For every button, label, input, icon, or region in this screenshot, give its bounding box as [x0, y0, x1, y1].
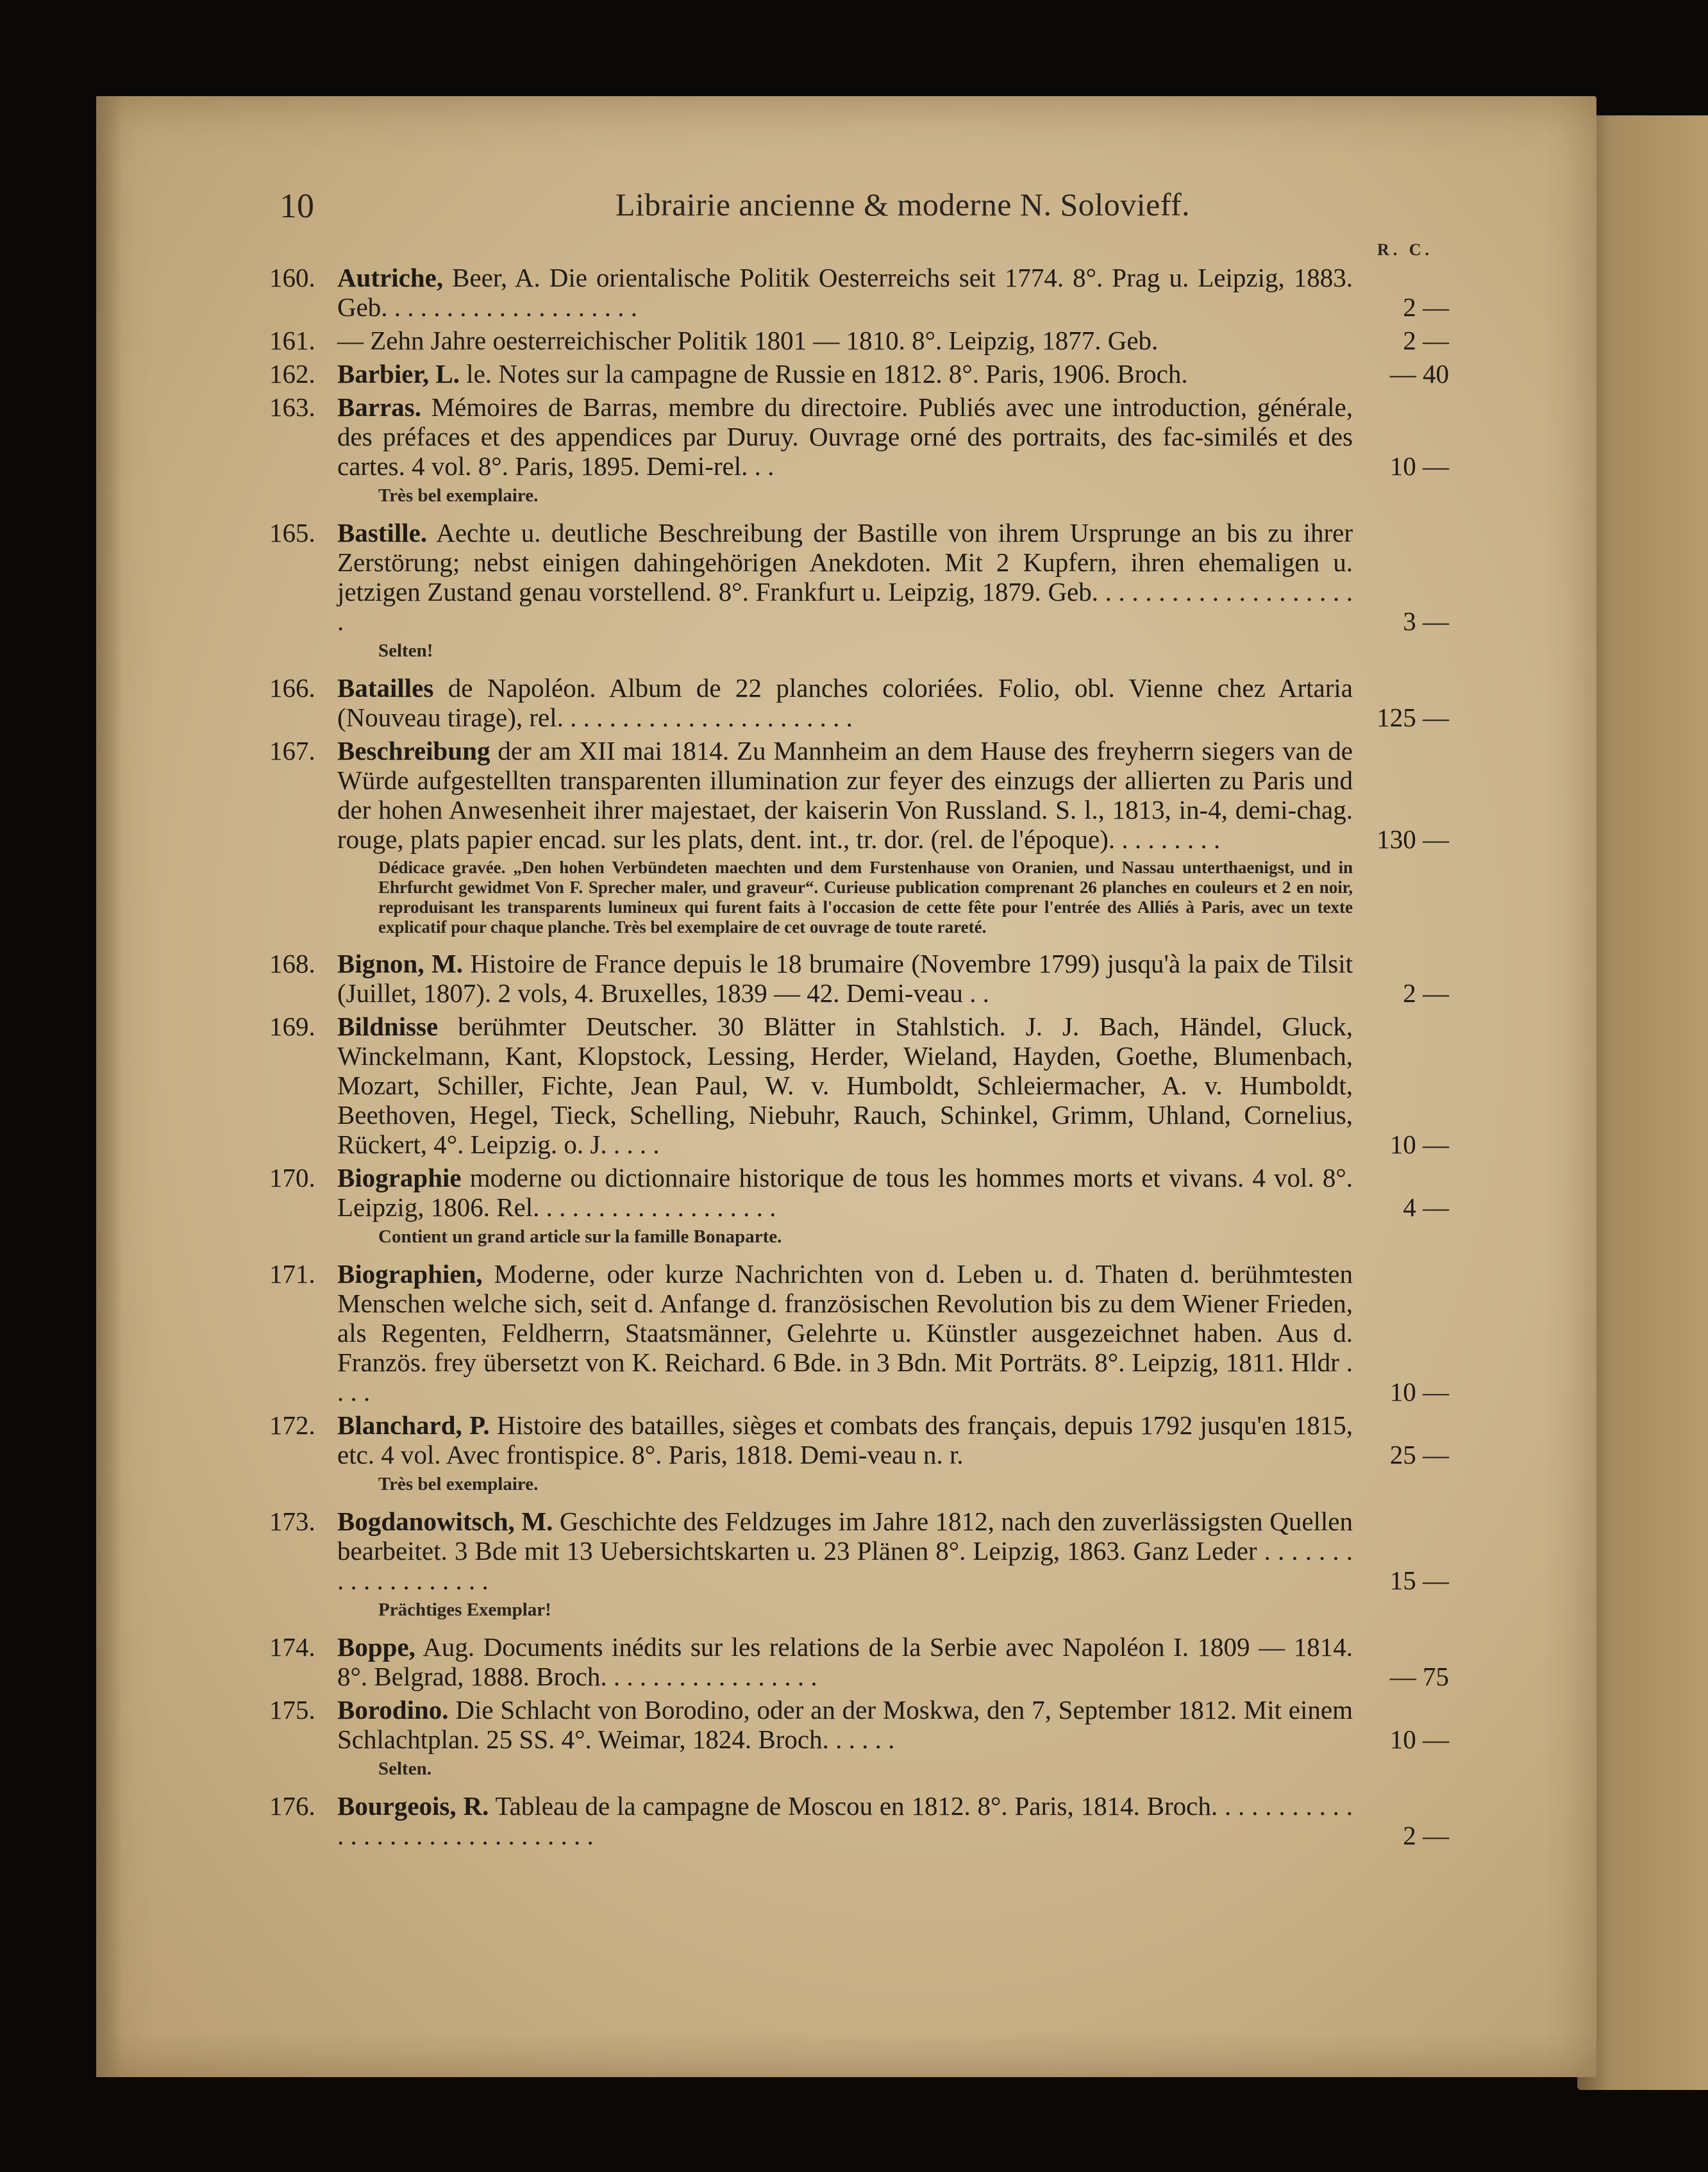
entry-author: Barbier, L. — [337, 359, 460, 388]
entry-price: 2 — — [1403, 978, 1449, 1008]
entry-text: berühmter Deutscher. 30 Blätter in Stahlstich. J. J. Bach, Händel, Gluck, Winckelmann, Kant, Klopstock, Lessing, Herder, Wieland, Hayden, Goethe, Blumenbach, Mozart, Schiller, Fichte, Jean Paul, W. v. Humboldt, Schleiermacher, A. v. Humboldt, Beethoven, Hegel, Tieck, Schelling, Niebuhr, Rauch, Schinkel, Grimm, Uhland, Cornelius, Rückert, 4°. Leipzig. o. J. . . . . — [337, 1012, 1353, 1159]
entry-text: — Zehn Jahre oesterreichischer Politik 1801 — 1810. 8°. Leipzig, 1877. Geb. — [337, 326, 1159, 355]
entry-text: Beer, A. Die orientalische Politik Oesterreichs seit 1774. 8°. Prag u. Leipzig, 1883. Geb. . . . . . . . . . . . . . . . . . . . — [337, 263, 1353, 322]
entry-price: 10 — — [1389, 1130, 1449, 1159]
entry-text: moderne ou dictionnaire historique de tous les hommes morts et vivans. 4 vol. 8°. Leipzig, 1806. Rel. . . . . . . . . . . . . . . . . . . — [337, 1163, 1353, 1222]
entry-author: Borodino. — [337, 1695, 449, 1725]
entry-number: 171. — [269, 1259, 315, 1289]
catalog-entry — [269, 1012, 1449, 1159]
entry-number: 165. — [269, 518, 315, 547]
entry-author: Beschreibung — [337, 736, 490, 765]
entry-number: 174. — [269, 1632, 315, 1662]
entry-author: Blanchard, P. — [337, 1410, 490, 1440]
catalog-entry — [269, 518, 1449, 636]
entry-price: 10 — — [1389, 451, 1449, 481]
running-title: Librairie ancienne & moderne N. Solovieff. — [615, 187, 1191, 222]
catalog-entry — [269, 359, 1449, 388]
entry-author: Boppe, — [337, 1632, 415, 1662]
entry-number: 175. — [269, 1695, 315, 1725]
entry-text: Geschichte des Feldzuges im Jahre 1812, nach den zuverlässigsten Quellen bearbeitet. 3 Bde mit 13 Uebersichtskarten u. 23 Plänen 8°. Leipzig, 1863. Ganz Leder . . . . . . . . . . . . . . . . . . . — [337, 1507, 1353, 1595]
entry-author: Biographien, — [337, 1259, 483, 1289]
catalog-entry — [269, 1632, 1449, 1691]
entry-number: 172. — [269, 1410, 315, 1440]
entry-text: Moderne, oder kurze Nachrichten von d. Leben u. d. Thaten d. berühmtesten Menschen welche sich, seit d. Anfange d. französischen Revolution bis zu dem Wiener Frieden, als Regenten, Feldherrn, Staatsmänner, Gelehrte u. Künstler ausgezeichnet haben. Aus d. Französ. frey übersetzt von K. Reichard. 6 Bde. in 3 Bdn. Mit Porträts. 8°. Leipzig, 1811. Hldr . . . . — [337, 1259, 1353, 1407]
entry-number: 160. — [269, 263, 315, 292]
entry-note: Très bel exemplaire. — [378, 1474, 539, 1494]
entry-note: Très bel exemplaire. — [378, 485, 539, 506]
entry-author: Bourgeois, R. — [337, 1791, 489, 1821]
catalog-listing — [269, 263, 1449, 1854]
entry-price: 10 — — [1389, 1377, 1449, 1407]
entry-number: 167. — [269, 736, 315, 765]
entry-author: Barras. — [337, 392, 421, 422]
entry-number: 162. — [269, 359, 315, 388]
entry-text: Mémoires de Barras, membre du directoire. Publiés avec une introduction, générale, des préfaces et des appendices par Duruy. Ouvrage orné des portraits, des fac-similés et des cartes. 4 vol. 8°. Paris, 1895. Demi-rel. . . — [337, 392, 1353, 481]
catalog-entry — [269, 1695, 1449, 1754]
entry-text: de Napoléon. Album de 22 planches coloriées. Folio, obl. Vienne chez Artaria (Nouveau tirage), rel. . . . . . . . . . . . . . . . . . . . . . . — [337, 673, 1353, 732]
entry-text: le. Notes sur la campagne de Russie en 1812. 8°. Paris, 1906. Broch. — [459, 359, 1188, 388]
entry-price: 125 — — [1377, 703, 1449, 732]
catalog-entry — [269, 949, 1449, 1008]
entry-price: 130 — — [1377, 824, 1449, 854]
entry-number: 163. — [269, 392, 315, 422]
entry-note: Contient un grand article sur la famille Bonaparte. — [378, 1226, 782, 1247]
entry-price: 4 — — [1403, 1192, 1449, 1222]
entry-author: Bogdanowitsch, M. — [337, 1507, 553, 1536]
adjacent-page-edge — [1577, 115, 1708, 2090]
entry-author: Batailles — [337, 673, 434, 703]
entry-number: 161. — [269, 326, 315, 355]
entry-note: Dédicace gravée. „Den hohen Verbündeten maechten und dem Furstenhause von Oranien, und Nassau unterthaenigst, und in Ehrfurcht gewidmet Von F. Sprecher maler, und graveur“. Curieuse publication comprenant 26 planches en couleurs et 2 en noir, reproduisant les transparents lumineux qui furent faits à l'occasion de cette fête pour l'entrée des Alliés à Paris, avec un texte explicatif pour chaque planche. Très bel exemplaire de cet ouvrage de toute rareté. — [378, 858, 1353, 937]
catalog-entry — [269, 1259, 1449, 1407]
entry-note: Selten. — [378, 1758, 431, 1779]
entry-price: 3 — — [1403, 606, 1449, 636]
entry-price: — 75 — [1389, 1662, 1449, 1691]
price-column-header: R. C. — [1377, 240, 1434, 259]
entry-number: 176. — [269, 1791, 315, 1821]
entry-author: Bildnisse — [337, 1012, 439, 1041]
catalog-entry — [269, 263, 1449, 322]
entry-number: 168. — [269, 949, 315, 978]
entry-text: Die Schlacht von Borodino, oder an der Moskwa, den 7, September 1812. Mit einem Schlachtplan. 25 SS. 4°. Weimar, 1824. Broch. . . . . . — [337, 1695, 1353, 1754]
entry-price: 2 — — [1403, 1821, 1449, 1850]
catalog-entry — [269, 326, 1449, 355]
page-spine-shadow — [96, 96, 122, 2077]
entry-text: Histoire des batailles, sièges et combats des français, depuis 1792 jusqu'en 1815, etc. 4 vol. Avec frontispice. 8°. Paris, 1818. Demi-veau n. r. — [337, 1410, 1353, 1469]
entry-author: Bastille. — [337, 518, 428, 547]
page-header — [0, 186, 1708, 231]
catalog-entry — [269, 736, 1449, 854]
entry-price: 2 — — [1403, 326, 1449, 355]
entry-author: Bignon, M. — [337, 949, 463, 978]
entry-number: 166. — [269, 673, 315, 703]
entry-price: 15 — — [1389, 1566, 1449, 1595]
entry-price: — 40 — [1389, 359, 1449, 388]
entry-price: 25 — — [1389, 1440, 1449, 1469]
entry-text: der am XII mai 1814. Zu Mannheim an dem Hause des freyherrn siegers van de Würde aufgestellten transparenten illumination zur feyer des einzugs der allierten zu Paris und der hohen Anwesenheit ihrer majestaet, der kaiserin Von Russland. S. l., 1813, in-4, demi-chag. rouge, plats papier encad. sur les plats, dent. int., tr. dor. (rel. de l'époque). . . . . . . . . — [337, 736, 1353, 854]
entry-number: 170. — [269, 1163, 315, 1192]
catalog-entry — [269, 1163, 1449, 1222]
entry-text: Tableau de la campagne de Moscou en 1812. 8°. Paris, 1814. Broch. . . . . . . . . . . . . . . . . . . . . . . . . . . . . . . — [337, 1791, 1353, 1850]
catalog-entry — [269, 673, 1449, 732]
catalog-entry — [269, 1791, 1449, 1850]
entry-price: 10 — — [1389, 1725, 1449, 1754]
entry-text: Aug. Documents inédits sur les relations de la Serbie avec Napoléon I. 1809 — 1814. 8°. Belgrad, 1888. Broch. . . . . . . . . . . . . . . . . — [337, 1632, 1353, 1691]
catalog-entry — [269, 392, 1449, 481]
entry-author: Autriche, — [337, 263, 444, 292]
entry-author: Biographie — [337, 1163, 462, 1192]
entry-price: 2 — — [1403, 292, 1449, 322]
page-number: 10 — [280, 187, 314, 225]
entry-text: Aechte u. deutliche Beschreibung der Bastille von ihrem Ursprunge an bis zu ihrer Zerstörung; nebst einigen dahingehörigen Anekdoten. Mit 2 Kupfern, ihren ehemaligen u. jetzigen Zustand genau vorstellend. 8°. Frankfurt u. Leipzig, 1879. Geb. . . . . . . . . . . . . . . . . . . . . — [337, 518, 1353, 636]
catalog-entry — [269, 1507, 1449, 1595]
entry-number: 169. — [269, 1012, 315, 1041]
entry-number: 173. — [269, 1507, 315, 1536]
entry-note: Prächtiges Exemplar! — [378, 1600, 551, 1620]
entry-note: Selten! — [378, 640, 433, 661]
entry-text: Histoire de France depuis le 18 brumaire (Novembre 1799) jusqu'à la paix de Tilsit (Juillet, 1807). 2 vols, 4. Bruxelles, 1839 — 42. Demi-veau . . — [337, 949, 1353, 1008]
catalog-entry — [269, 1410, 1449, 1469]
